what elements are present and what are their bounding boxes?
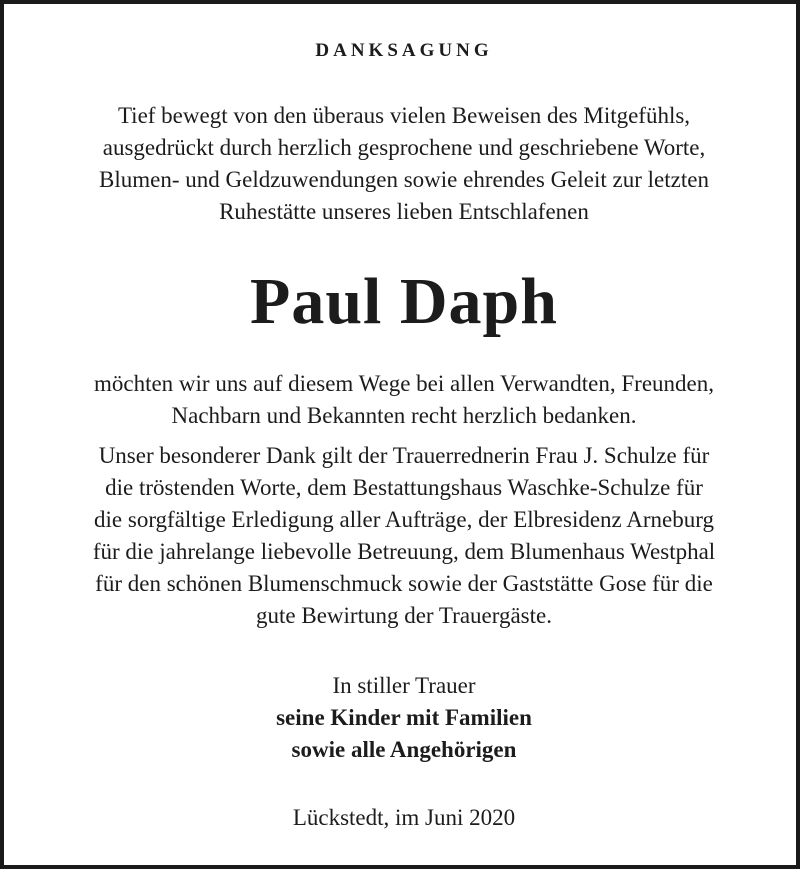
mourners-line: seine Kinder mit Familien bbox=[276, 705, 532, 730]
thanks-paragraph bbox=[24, 368, 784, 432]
thanks-line: möchten wir uns auf diesem Wege bei allen Verwandten, Freunden, bbox=[93, 371, 715, 396]
special-thanks-line: die sorgfältige Erledigung aller Aufträge, der Elbresidenz Arneburg bbox=[94, 507, 714, 532]
place-date-text: Lückstedt, im Juni 2020 bbox=[292, 805, 516, 830]
intro-line: ausgedrückt durch herzlich gesprochene und geschriebene Worte, bbox=[102, 135, 706, 160]
closing-phrase: In stiller Trauer bbox=[332, 673, 476, 698]
special-thanks-paragraph bbox=[24, 440, 784, 632]
special-thanks-line: für den schönen Blumenschmuck sowie der Gaststätte Gose für die bbox=[95, 571, 713, 596]
deceased-name: Paul Daph bbox=[250, 265, 558, 338]
intro-paragraph bbox=[24, 100, 784, 228]
special-thanks-line: Unser besonderer Dank gilt der Trauerrednerin Frau J. Schulze für bbox=[98, 443, 710, 468]
special-thanks-line: gute Bewirtung der Trauergäste. bbox=[256, 603, 552, 628]
intro-line: Tief bewegt von den überaus vielen Beweisen des Mitgefühls, bbox=[117, 103, 691, 128]
place-date bbox=[24, 802, 784, 834]
thanks-line: Nachbarn und Bekannten recht herzlich bedanken. bbox=[171, 403, 637, 428]
intro-line: Blumen- und Geldzuwendungen sowie ehrendes Geleit zur letzten bbox=[99, 167, 709, 192]
closing-block bbox=[24, 670, 784, 766]
special-thanks-line: für die jahrelange liebevolle Betreuung, dem Blumenhaus Westphal bbox=[92, 539, 716, 564]
notice-heading: DANKSAGUNG bbox=[315, 40, 493, 61]
special-thanks-line: die tröstenden Worte, dem Bestattungshaus Waschke-Schulze für bbox=[105, 475, 703, 500]
intro-line: Ruhestätte unseres lieben Entschlafenen bbox=[219, 199, 589, 224]
mourners-line: sowie alle Angehörigen bbox=[291, 737, 517, 762]
